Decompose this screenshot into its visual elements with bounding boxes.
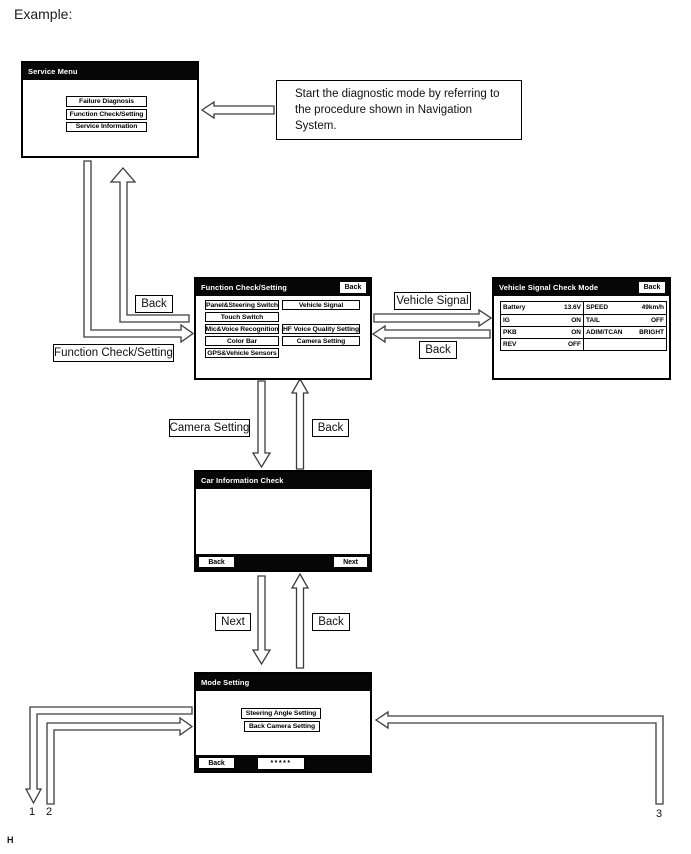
signal-cell: Battery <box>503 304 526 311</box>
camera-setting-button: Camera Setting <box>282 336 360 346</box>
vehicle-signal-screen <box>492 277 671 380</box>
flow-label-function-check-setting: Function Check/Setting <box>53 344 174 362</box>
car-information-bottom-bar <box>196 554 370 570</box>
steering-angle-setting-button: Steering Angle Setting <box>241 708 321 719</box>
signal-cell: OFF <box>634 314 666 326</box>
function-check-setting-button: Function Check/Setting <box>66 109 147 120</box>
service-menu-title: Service Menu <box>23 63 197 80</box>
arrow-back-from-vehicle-signal-icon <box>373 326 490 342</box>
vehicle-signal-title: Vehicle Signal Check Mode <box>494 279 669 296</box>
hf-voice-quality-button: HF Voice Quality Setting <box>282 325 360 333</box>
exit-marker-1: 1 <box>29 806 36 818</box>
panel-steering-switch-button: Panel&Steering Switch <box>206 301 278 309</box>
arrow-camera-setting-down-icon <box>253 381 270 467</box>
color-bar-button: Color Bar <box>205 336 279 346</box>
signal-cell <box>584 338 634 350</box>
flow-label-vehicle-signal: Vehicle Signal <box>394 292 471 310</box>
arrow-exit-3-icon <box>376 712 663 804</box>
page-marker: H <box>7 835 14 845</box>
signal-cell: ADIM/TCAN <box>584 326 634 338</box>
function-check-title: Function Check/Setting <box>196 279 370 296</box>
mode-setting-back-button: Back <box>198 757 235 769</box>
touch-switch-button: Touch Switch <box>205 312 279 322</box>
page-heading: Example: <box>14 6 73 22</box>
vehicle-signal-table <box>500 301 667 351</box>
vehicle-signal-button: Vehicle Signal <box>282 300 360 310</box>
service-information-button: Service Information <box>66 122 147 133</box>
signal-cell: ON <box>549 326 584 338</box>
car-information-screen <box>194 470 372 572</box>
gps-vehicle-sensors-button: GPS&Vehicle Sensors <box>205 348 279 358</box>
back-camera-setting-button: Back Camera Setting <box>244 721 320 732</box>
flow-label-back-from-mode-setting: Back <box>312 613 350 631</box>
arrow-exit-2-icon <box>47 718 192 804</box>
arrow-to-vehicle-signal-icon <box>374 310 491 326</box>
flow-label-back-from-vehicle-signal: Back <box>419 341 457 359</box>
arrow-back-from-car-info-icon <box>292 379 308 469</box>
flow-label-camera-setting: Camera Setting <box>169 419 250 437</box>
failure-diagnosis-button: Failure Diagnosis <box>66 96 147 107</box>
car-info-back-button: Back <box>198 556 235 568</box>
signal-cell: BRIGHT <box>634 326 666 338</box>
car-information-title: Car Information Check <box>196 472 370 489</box>
mode-setting-screen <box>194 672 372 773</box>
arrow-next-down-icon <box>253 576 270 664</box>
mode-setting-bottom-bar <box>196 755 370 771</box>
signal-cell: OFF <box>549 338 584 350</box>
arrow-note-to-service-menu-icon <box>202 102 274 118</box>
procedure-note: Start the diagnostic mode by referring to the procedure shown in Navigation System. <box>276 80 522 140</box>
vehicle-signal-back-button: Back <box>639 282 665 293</box>
car-info-next-button: Next <box>333 556 368 568</box>
exit-marker-2: 2 <box>46 806 53 818</box>
mode-setting-title: Mode Setting <box>196 674 370 691</box>
signal-cell <box>634 338 666 350</box>
mic-voice-recognition-button: Mic&Voice Recognition <box>205 325 279 333</box>
flow-label-next: Next <box>215 613 251 631</box>
signal-cell: ON <box>549 314 584 326</box>
signal-cell: PKB <box>501 326 549 338</box>
service-menu-screen <box>21 61 199 158</box>
arrow-back-from-mode-setting-icon <box>292 574 308 668</box>
signal-cell: 13.6V <box>549 302 584 314</box>
password-stars-button: ***** <box>257 757 305 770</box>
signal-cell: TAIL <box>584 314 634 326</box>
exit-marker-3: 3 <box>656 808 663 820</box>
flow-label-back-from-car-info: Back <box>312 419 349 437</box>
signal-cell: IG <box>501 314 549 326</box>
function-check-back-button: Back <box>340 282 366 293</box>
signal-cell: 49km/h <box>641 304 664 311</box>
flow-label-back-to-service-menu: Back <box>135 295 173 313</box>
signal-cell: SPEED <box>586 304 609 311</box>
signal-cell: REV <box>501 338 549 350</box>
function-check-screen <box>194 277 372 380</box>
